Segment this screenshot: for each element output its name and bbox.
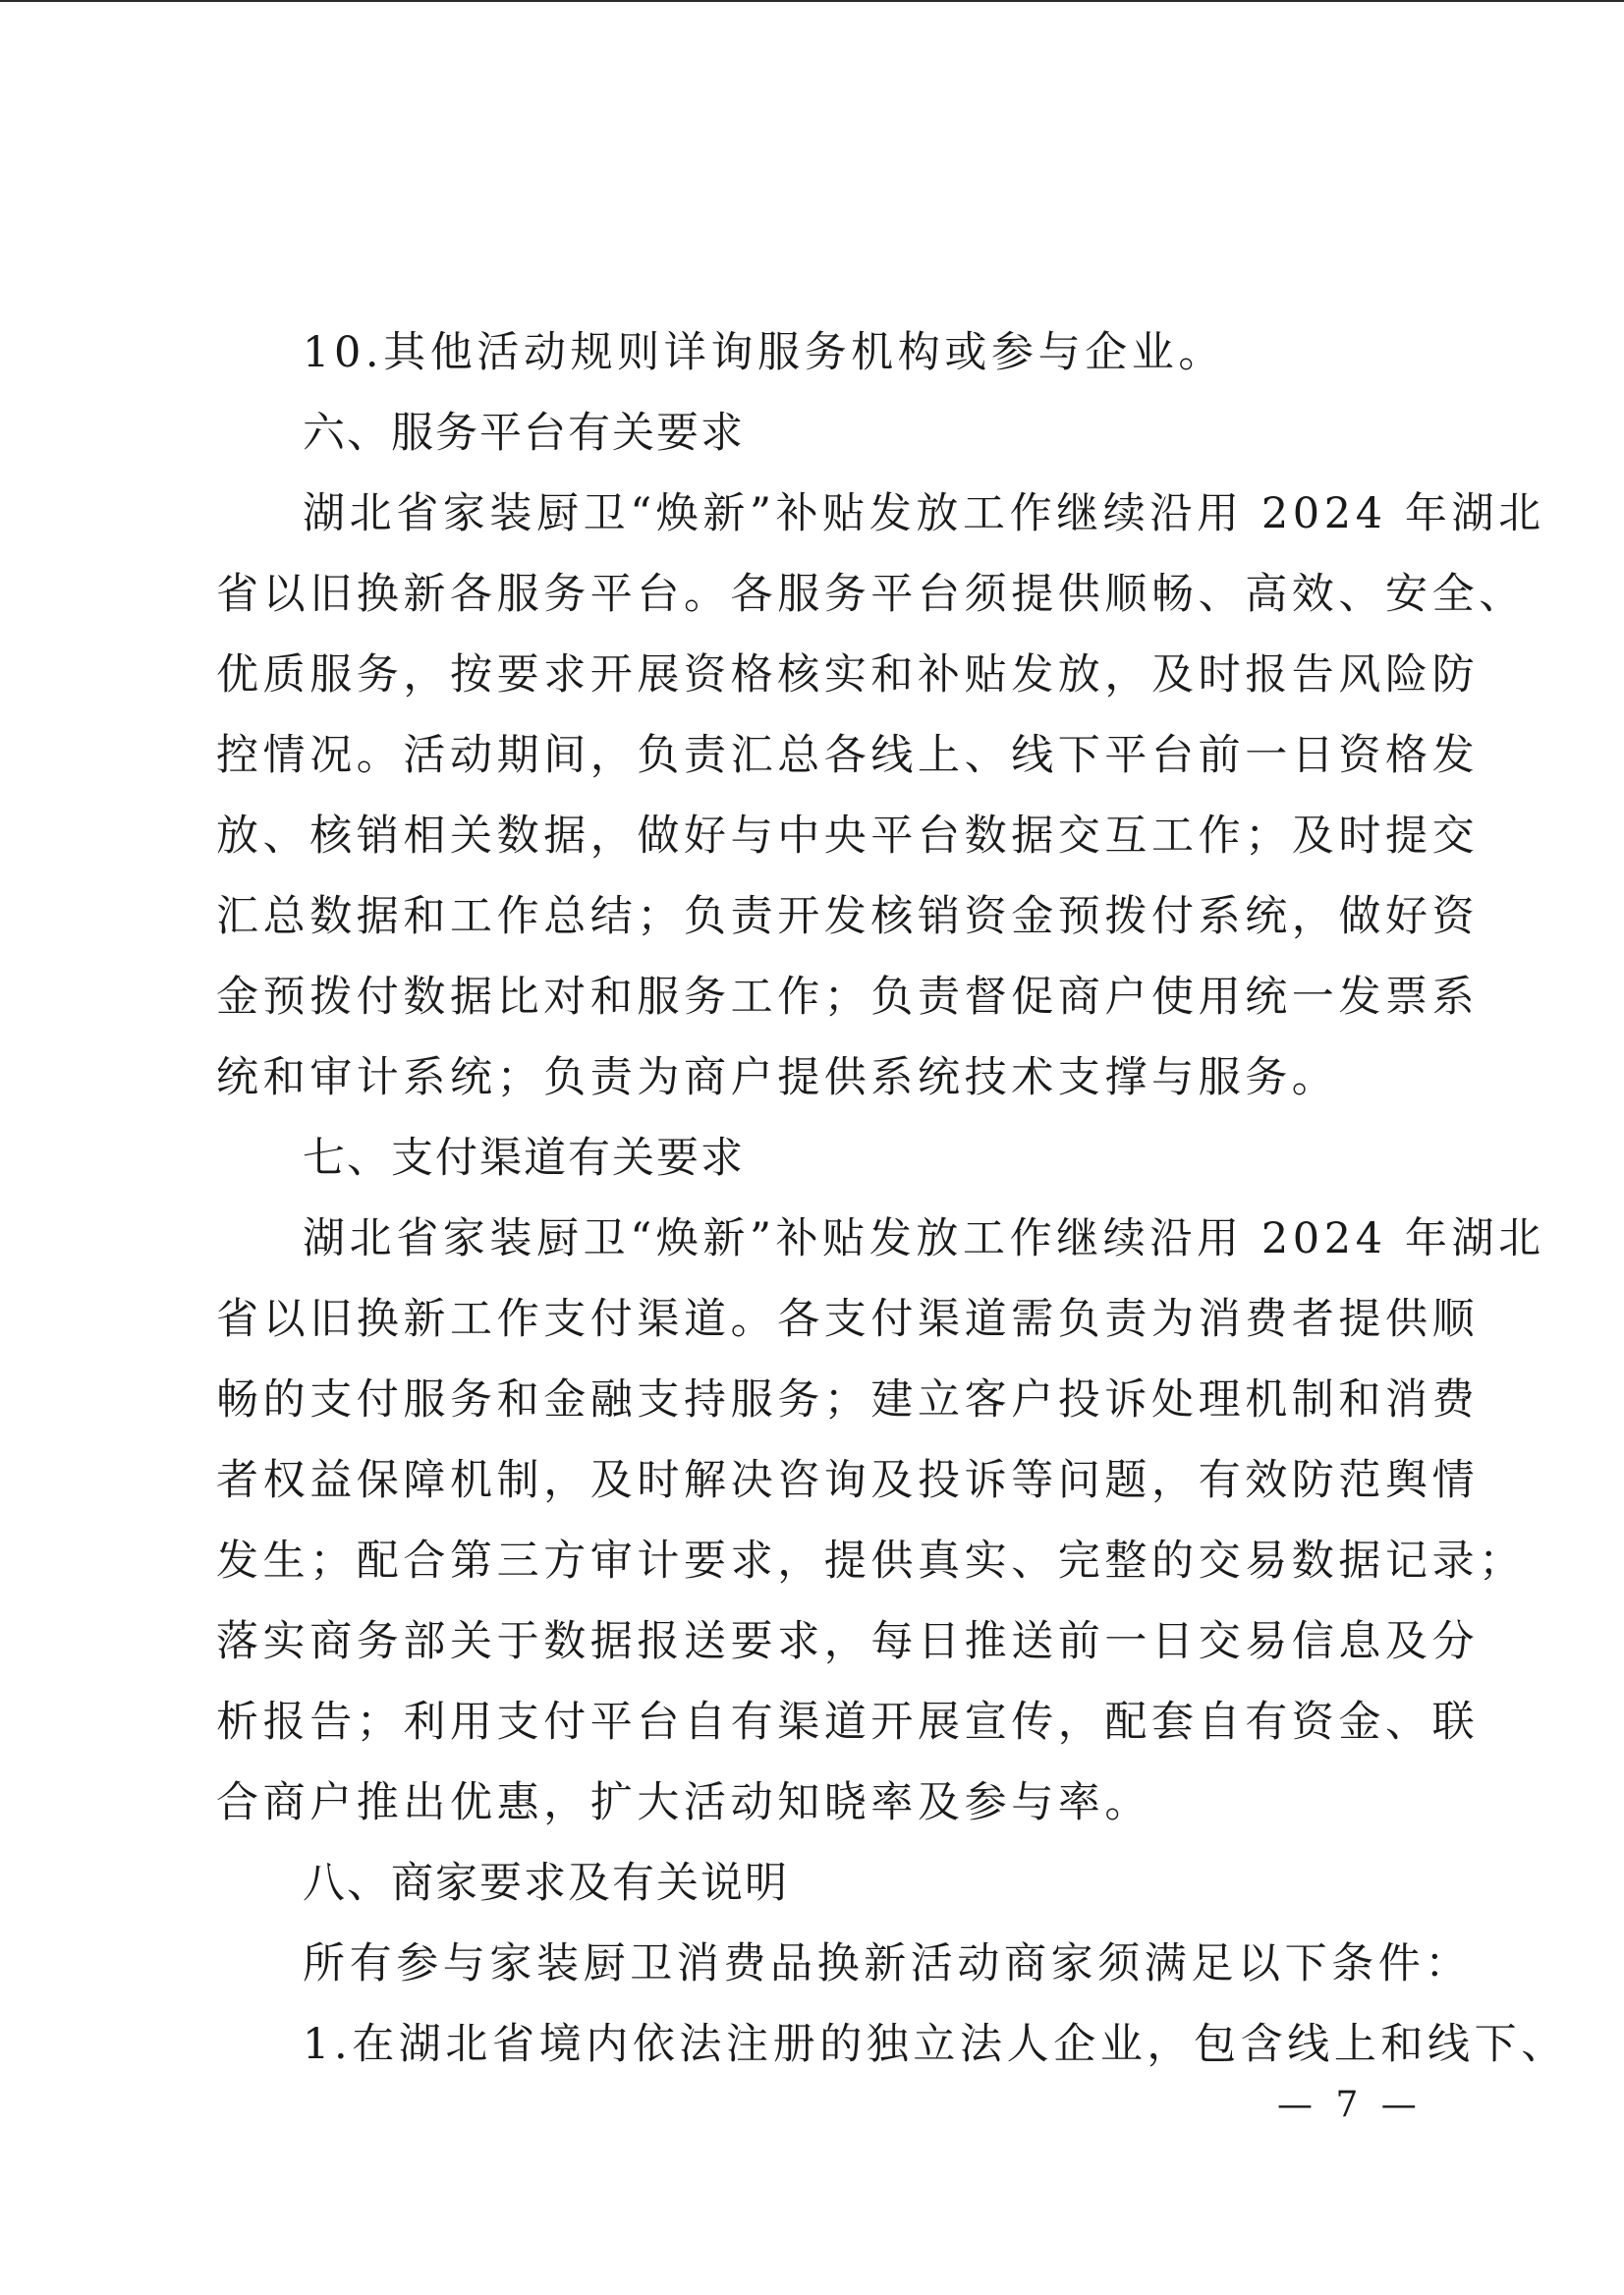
- paragraph-line: 汇总数据和工作总结；负责开发核销资金预拨付系统，做好资: [216, 892, 1480, 941]
- paragraph-line: 所有参与家装厨卫消费品换新活动商家须满足以下条件：: [303, 1939, 1472, 1988]
- paragraph-line: 析报告；利用支付平台自有渠道开展宣传，配套自有资金、联: [216, 1698, 1480, 1747]
- paragraph-line: 放、核销相关数据，做好与中央平台数据交互工作；及时提交: [216, 812, 1480, 861]
- paragraph-line: 者权益保障机制，及时解决咨询及投诉等问题，有效防范舆情: [216, 1456, 1480, 1505]
- paragraph-line: 统和审计系统；负责为商户提供系统技术支撑与服务。: [216, 1053, 1339, 1102]
- document-body: [216, 312, 1568, 2085]
- paragraph-line: 落实商务部关于数据报送要求，每日推送前一日交易信息及分: [216, 1617, 1480, 1666]
- paragraph-line: 1.在湖北省境内依法注册的独立法人企业，包含线上和线下、: [303, 2020, 1568, 2069]
- section-heading: 七、支付渠道有关要求: [303, 1134, 745, 1183]
- paragraph-line: 金预拨付数据比对和服务工作；负责督促商户使用统一发票系: [216, 973, 1480, 1022]
- paragraph-line: 10.其他活动规则详询服务机构或参与企业。: [303, 328, 1225, 377]
- paragraph-line: 省以旧换新各服务平台。各服务平台须提供顺畅、高效、安全、: [216, 570, 1526, 619]
- section-heading: 八、商家要求及有关说明: [303, 1859, 789, 1908]
- paragraph-line: 畅的支付服务和金融支持服务；建立客户投诉处理机制和消费: [216, 1375, 1480, 1425]
- paragraph-line: 优质服务，按要求开展资格核实和补贴发放，及时报告风险防: [216, 650, 1480, 700]
- paragraph-line: 控情况。活动期间，负责汇总各线上、线下平台前一日资格发: [216, 731, 1480, 780]
- paragraph-line: 湖北省家装厨卫“焕新”补贴发放工作继续沿用 2024 年湖北: [303, 1214, 1545, 1263]
- paragraph-line: 湖北省家装厨卫“焕新”补贴发放工作继续沿用 2024 年湖北: [303, 489, 1545, 538]
- paragraph-line: 省以旧换新工作支付渠道。各支付渠道需负责为消费者提供顺: [216, 1295, 1480, 1344]
- paragraph-line: 合商户推出优惠，扩大活动知晓率及参与率。: [216, 1778, 1151, 1827]
- paragraph-line: 发生；配合第三方审计要求，提供真实、完整的交易数据记录；: [216, 1537, 1526, 1586]
- top-border-line: [0, 0, 1624, 2]
- page-number: — 7 —: [1277, 2085, 1423, 2125]
- section-heading: 六、服务平台有关要求: [303, 409, 745, 458]
